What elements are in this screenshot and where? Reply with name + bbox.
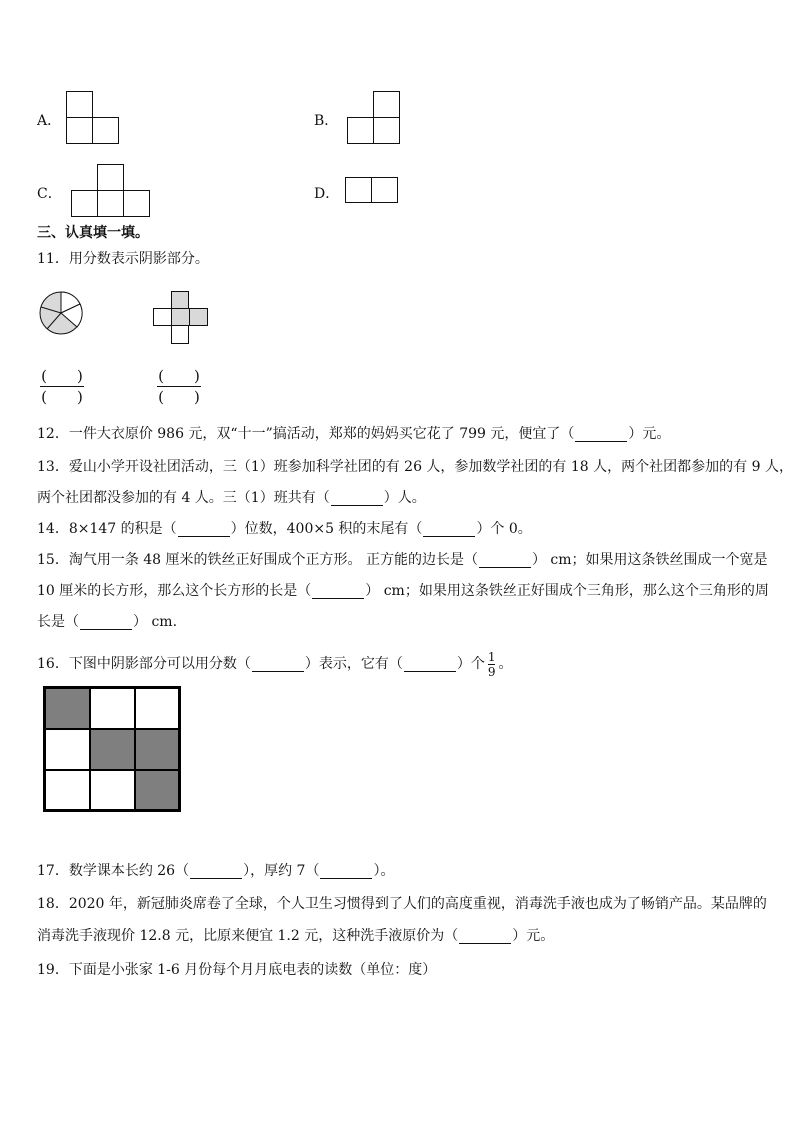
answer-blank[interactable] <box>312 584 364 599</box>
option-c-label: C． <box>37 186 62 202</box>
grid-cell <box>135 688 179 729</box>
answer-blank[interactable] <box>320 864 372 879</box>
answer-blank[interactable] <box>190 864 242 879</box>
grid-cell-shaded <box>135 770 179 810</box>
answer-blank[interactable] <box>404 657 456 672</box>
fraction-one-ninth: $\frac{1}{9}$ <box>487 649 496 679</box>
answer-blank[interactable] <box>575 427 627 442</box>
grid-cell <box>90 688 135 729</box>
question-15-line-3: 长是（ ） cm. <box>37 614 178 630</box>
fraction-blank-1[interactable]: ( ) ( ) <box>41 367 83 406</box>
answer-blank[interactable] <box>80 615 132 630</box>
question-13-line-1: 13．爱山小学开设社团活动，三（1）班参加科学社团的有 26 人，参加数学社团的有 18 人，两个社团都参加的有 9 人， <box>37 459 793 475</box>
question-15-line-2: 10 厘米的长方形，那么这个长方形的长是（ ） cm；如果用这条铁丝正好围成个三角形，那么这个三角形的周 <box>37 583 769 599</box>
answer-blank[interactable] <box>479 553 531 568</box>
question-11: 11．用分数表示阴影部分。 <box>37 251 209 267</box>
answer-blank[interactable] <box>459 929 511 944</box>
question-15-line-1: 15．淘气用一条 48 厘米的铁丝正好围成个正方形。 正方能的边长是（ ） cm；如果用这条铁丝围成一个宽是 <box>37 552 768 568</box>
answer-blank[interactable] <box>178 522 230 537</box>
shaded-grid <box>43 686 181 812</box>
grid-cell <box>45 770 90 810</box>
question-18-line-2: 消毒洗手液现价 12.8 元，比原来便宜 1.2 元，这种洗手液原价为（ ）元。 <box>37 928 555 944</box>
question-19: 19．下面是小张家 1-6 月份每个月月底电表的读数（单位：度） <box>37 962 437 978</box>
grid-cell <box>45 729 90 770</box>
grid-cell-shaded <box>90 729 135 770</box>
question-16: 16．下图中阴影部分可以用分数（ ）表示，它有（ ）个 $\frac{1}{9}$ 。 <box>37 649 513 679</box>
fraction-blank-2[interactable]: ( ) ( ) <box>158 367 200 406</box>
option-d-label: D． <box>314 186 340 202</box>
pie-circle-figure <box>38 291 86 339</box>
grid-cell <box>90 770 135 810</box>
answer-blank[interactable] <box>331 491 383 506</box>
option-b-label: B． <box>314 113 339 129</box>
question-17: 17．数学课本长约 26（ ），厚约 7（ ）。 <box>37 863 395 879</box>
question-13-line-2: 两个社团都没参加的有 4 人。三（1）班共有（ ）人。 <box>37 490 426 506</box>
grid-cell-shaded <box>45 688 90 729</box>
question-14: 14．8×147 的积是（ ）位数，400×5 积的末尾有（ ）个 0。 <box>37 521 532 537</box>
grid-cell-shaded <box>135 729 179 770</box>
answer-blank[interactable] <box>252 657 304 672</box>
question-12: 12．一件大衣原价 986 元，双“十一”搞活动，郑郑的妈妈买它花了 799 元，便宜了（ ）元。 <box>37 426 671 442</box>
section-title: 三、认真填一填。 <box>37 225 149 241</box>
question-18-line-1: 18．2020 年，新冠肺炎席卷了全球，个人卫生习惯得到了人们的高度重视，消毒洗手液也成为了畅销产品。某品牌的 <box>37 896 767 912</box>
answer-blank[interactable] <box>423 522 475 537</box>
option-a-label: A． <box>37 113 62 129</box>
